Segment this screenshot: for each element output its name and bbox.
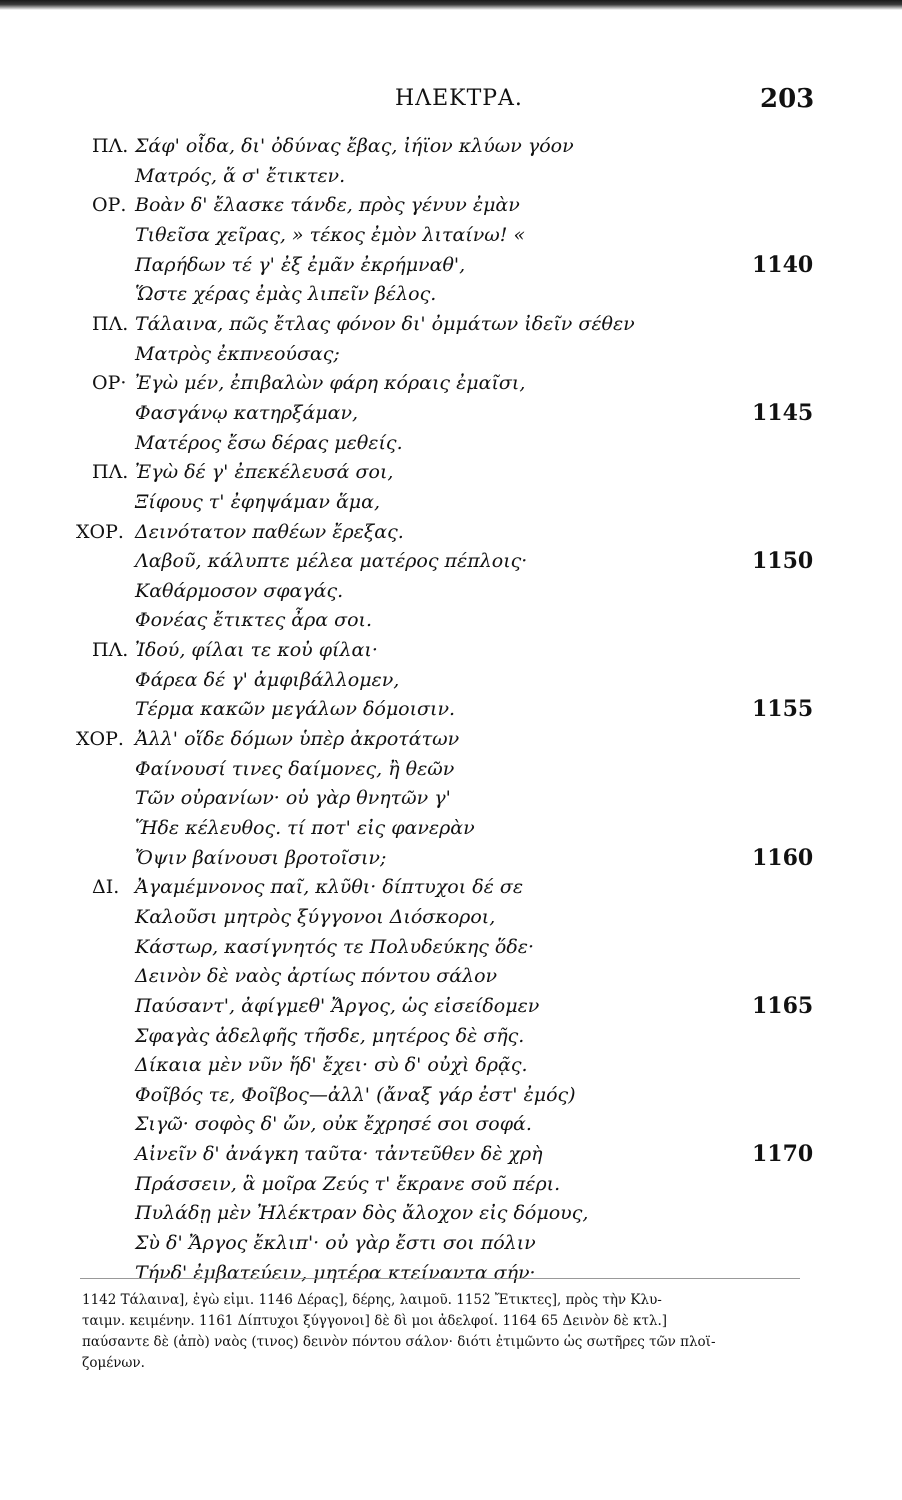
speaker-label: ΠΛ. — [92, 312, 129, 335]
verse-text: Δίκαια μὲν νῦν ἥδ' ἔχει· σὺ δ' οὐχὶ δρᾷς. — [135, 1054, 528, 1077]
speaker-label: ΧΟΡ. — [76, 520, 124, 543]
verse-line — [0, 432, 902, 462]
verse-line — [0, 965, 902, 995]
verse-text: Αἰνεῖν δ' ἀνάγκη ταῦτα· τἀντεῦθεν δὲ χρὴ — [135, 1143, 543, 1166]
verse-line — [0, 372, 902, 402]
verse-line — [0, 1143, 902, 1173]
page-number: 203 — [760, 84, 815, 114]
verse-text: Δεινὸν δὲ ναὸς ἀρτίως πόντου σάλον — [135, 965, 498, 988]
verse-line — [0, 698, 902, 728]
verse-line — [0, 1173, 902, 1203]
verse-line — [0, 580, 902, 610]
verse-line — [0, 609, 902, 639]
verse-text: Βοὰν δ' ἔλασκε τάνδε, πρὸς γένυν ἐμὰν — [135, 194, 520, 217]
running-title: ΗΛΕΚΤΡΑ. — [395, 86, 523, 111]
verse-line — [0, 1262, 902, 1292]
line-number: 1170 — [752, 1141, 814, 1168]
verse-line — [0, 906, 902, 936]
verse-line — [0, 876, 902, 906]
speaker-label: ΟΡ. — [92, 194, 127, 217]
verse-text: Ματέρος ἔσω δέρας μεθείς. — [135, 431, 403, 454]
speaker-label: ΠΛ. — [92, 461, 129, 484]
footnote-line: ταιμν. κειμένην. 1161 Δίπτυχοι ξύγγονοι] δὲ δὶ μοι ἀδελφοί. 1164 65 Δεινὸν δὲ κτλ.] — [82, 1313, 668, 1329]
line-number: 1165 — [752, 992, 814, 1019]
verse-line — [0, 844, 902, 877]
verse-text: Ματρὸς ἐκπνεούσας; — [135, 342, 340, 365]
footnote-line: ζομένων. — [82, 1355, 145, 1371]
verse-line — [0, 313, 902, 343]
verse-text: Καλοῦσι μητρὸς ξύγγονοι Διόσκοροι, — [135, 905, 496, 928]
verse-line — [0, 1232, 902, 1262]
verse-line — [0, 639, 902, 669]
verse-text: Ὄψιν βαίνουσι βροτοῖσιν; — [135, 846, 387, 869]
footnote-line: 1142 Τάλαινα], ἐγὼ εἰμι. 1146 Δέρας], δέρης, λαιμοῦ. 1152 Ἔτικτες], πρὸς τὴν Κλυ- — [82, 1292, 662, 1308]
speaker-label: ΠΛ. — [92, 639, 129, 661]
line-number: 1150 — [752, 548, 814, 575]
verse-text: Ξίφους τ' ἐφηψάμαν ἅμα, — [135, 490, 380, 513]
verse-text: Σφαγὰς ἀδελφῆς τῆσδε, μητέρος δὲ σῆς. — [135, 1024, 525, 1047]
speaker-label: ΔΙ. — [92, 876, 120, 899]
verse-line — [0, 992, 902, 1025]
verse-text: Ἰδού, φίλαι τε κοὐ φίλαι· — [135, 639, 378, 661]
verse-text: Λαβοῦ, κάλυπτε μέλεα ματέρος πέπλοις· — [135, 550, 528, 573]
verse-text: Πυλάδῃ μὲν Ἠλέκτραν δὸς ἄλοχον εἰς δόμους, — [135, 1202, 589, 1225]
speaker-label: ΧΟΡ. — [76, 728, 124, 750]
verse-line — [0, 728, 902, 758]
verse-text: Ματρός, ἅ σ' ἔτικτεν. — [135, 164, 346, 187]
verse-line — [0, 1054, 902, 1084]
verse-text: Παύσαντ', ἀφίγμεθ' Ἄργος, ὡς εἰσείδομεν — [135, 994, 540, 1017]
verse-text: Φάρεα δέ γ' ἀμφιβάλλομεν, — [135, 668, 400, 691]
line-number: 1145 — [752, 399, 814, 426]
verse-text: Σὺ δ' Ἄργος ἔκλιπ'· οὐ γὰρ ἔστι σοι πόλιν — [135, 1232, 536, 1254]
verse-line — [0, 283, 902, 313]
verse-text: Πράσσειν, ἃ μοῖρα Ζεύς τ' ἔκρανε σοῦ πέρι. — [135, 1172, 561, 1195]
verse-line — [0, 491, 902, 521]
scan-edge-shadow — [0, 0, 902, 10]
verse-text: Ἥδε κέλευθος. τί ποτ' εἰς φανερὰν — [135, 816, 475, 839]
verse-line — [0, 521, 902, 551]
verse-line — [0, 251, 902, 284]
verse-text: Τιθεῖσα χεῖρας, » τέκος ἐμὸν λιταίνω! « — [135, 223, 526, 246]
verse-line — [0, 165, 902, 195]
verse-line — [0, 1113, 902, 1143]
verse-line — [0, 787, 902, 817]
verse-text: Τάλαινα, πῶς ἔτλας φόνον δι' ὀμμάτων ἰδεῖν σέθεν — [135, 312, 635, 335]
verse-line — [0, 399, 902, 432]
verse-line — [0, 1084, 902, 1114]
verse-text: Κάστωρ, κασίγνητός τε Πολυδεύκης ὅδε· — [135, 935, 535, 958]
verse-text: Φαίνουσί τινες δαίμονες, ἢ θεῶν — [135, 757, 455, 780]
verse-text: Παρήδων τέ γ' ἐξ ἐμᾶν ἐκρήμναθ', — [135, 253, 466, 276]
verse-text: Δεινότατον παθέων ἔρεξας. — [135, 520, 404, 543]
verse-line — [0, 936, 902, 966]
verse-line — [0, 461, 902, 491]
verse-line — [0, 1025, 902, 1055]
verse-line — [0, 550, 902, 580]
verse-text: Σάφ' οἶδα, δι' ὀδύνας ἔβας, ἰήϊον κλύων γόον — [135, 135, 574, 157]
footnote-line: παύσαντε δὲ (ἀπὸ) ναὸς (τινος) δεινὸν πόντου σάλον· διότι ἐτιμῶντο ὡς σωτῆρες τῶν πλοϊ- — [82, 1334, 716, 1350]
verse-text: Ὥστε χέρας ἐμὰς λιπεῖν βέλος. — [135, 283, 437, 306]
verse-text: Φοῖβός τε, Φοῖβος—ἀλλ' (ἄναξ γάρ ἐστ' ἐμός) — [135, 1083, 576, 1106]
line-number: 1160 — [752, 844, 814, 871]
verse-text: Καθάρμοσον σφαγάς. — [135, 579, 344, 602]
verse-text: Φονέας ἔτικτες ἆρα σοι. — [135, 609, 373, 632]
verse-text: Ἀγαμέμνονος παῖ, κλῦθι· δίπτυχοι δέ σε — [135, 876, 524, 899]
line-number: 1140 — [752, 251, 814, 278]
line-number: 1155 — [752, 696, 814, 723]
verse-text: Τῶν οὐρανίων· οὐ γὰρ θνητῶν γ' — [135, 787, 451, 810]
verse-text: Σιγῶ· σοφὸς δ' ὤν, οὐκ ἔχρησέ σοι σοφά. — [135, 1113, 532, 1136]
verse-line — [0, 224, 902, 254]
verse-text: Τέρμα κακῶν μεγάλων δόμοισιν. — [135, 698, 456, 721]
verse-text: Ἐγὼ μέν, ἐπιβαλὼν φάρη κόραις ἐμαῖσι, — [135, 372, 526, 395]
footnote-rule — [80, 1278, 800, 1279]
verse-text: Ἐγὼ δέ γ' ἐπεκέλευσά σοι, — [135, 461, 394, 484]
verse-line — [0, 1202, 902, 1232]
verse-line — [0, 343, 902, 373]
footnotes — [82, 1290, 802, 1374]
verse-line — [0, 758, 902, 788]
speaker-label: ΠΛ. — [92, 135, 129, 157]
speaker-label: ΟΡ· — [92, 372, 127, 395]
verse-line — [0, 135, 902, 165]
verse-text: Φασγάνῳ κατηρξάμαν, — [135, 401, 359, 424]
verse-text: Τήνδ' ἐμβατεύειν, μητέρα κτείναντα σήν· — [135, 1261, 536, 1284]
verse-line — [0, 669, 902, 699]
verse-line — [0, 194, 902, 224]
verse-text: Ἀλλ' οἵδε δόμων ὑπὲρ ἀκροτάτων — [135, 728, 460, 750]
verse-line — [0, 817, 902, 847]
